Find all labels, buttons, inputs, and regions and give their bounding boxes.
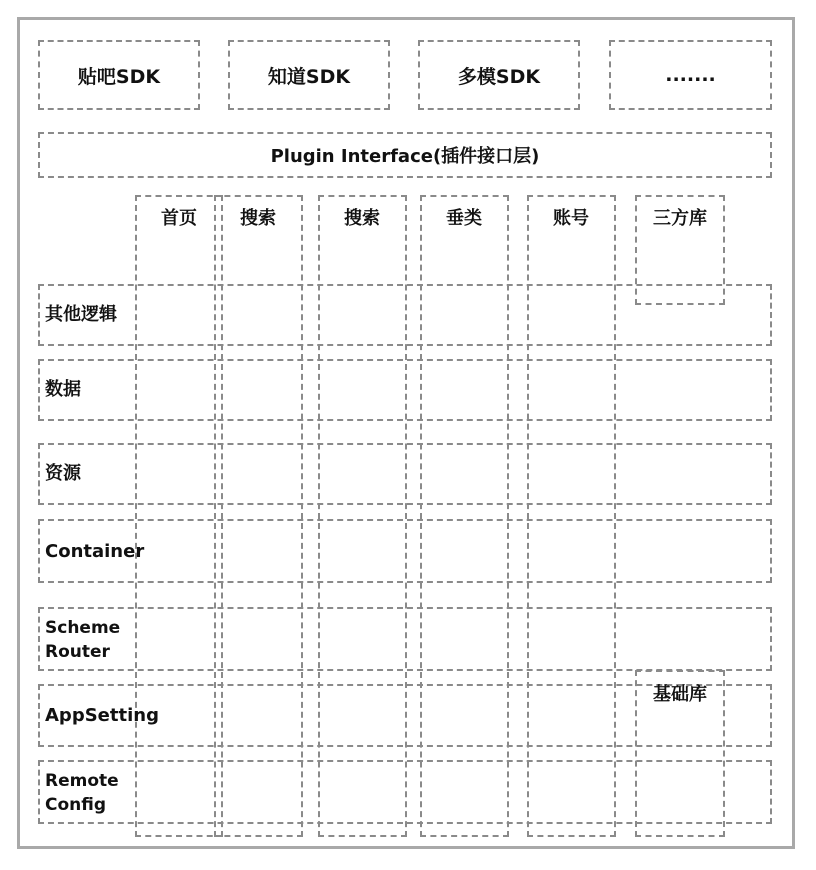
sdk-duomo	[418, 40, 580, 110]
col-label-third-party: 三方库	[653, 208, 707, 229]
row-label-appsetting: AppSetting	[45, 705, 159, 726]
col-box-account	[527, 195, 616, 837]
sdk-tieba	[38, 40, 200, 110]
row-label-other-logic: 其他逻辑	[45, 304, 117, 325]
col-label-vertical: 垂类	[446, 208, 482, 229]
sdk-zhidao-label: 知道SDK	[267, 65, 351, 88]
sdk-zhidao	[228, 40, 390, 110]
sdk-tieba-label: 贴吧SDK	[77, 65, 161, 88]
row-label-data: 数据	[45, 379, 81, 400]
sdk-duomo-label: 多模SDK	[457, 65, 541, 88]
plugin-interface-layer	[38, 132, 772, 178]
col-label-account: 账号	[553, 208, 589, 229]
sdk-more-label: .......	[665, 64, 716, 86]
sdk-more	[609, 40, 772, 110]
row-label-scheme-router: Scheme Router	[45, 618, 121, 662]
col-label-base-lib: 基础库	[653, 684, 707, 705]
col-box-search-2	[318, 195, 407, 837]
row-label-resources: 资源	[45, 463, 81, 484]
col-box-home	[135, 195, 223, 837]
col-box-vertical	[420, 195, 509, 837]
col-label-search-1: 搜索	[240, 208, 276, 229]
col-label-home: 首页	[161, 208, 197, 229]
row-label-container: Container	[45, 541, 145, 562]
col-box-search-1	[214, 195, 303, 837]
plugin-interface-label: Plugin Interface(插件接口层)	[270, 146, 540, 167]
row-label-remote-config: Remote Config	[45, 771, 119, 815]
col-label-search-2: 搜索	[344, 208, 380, 229]
